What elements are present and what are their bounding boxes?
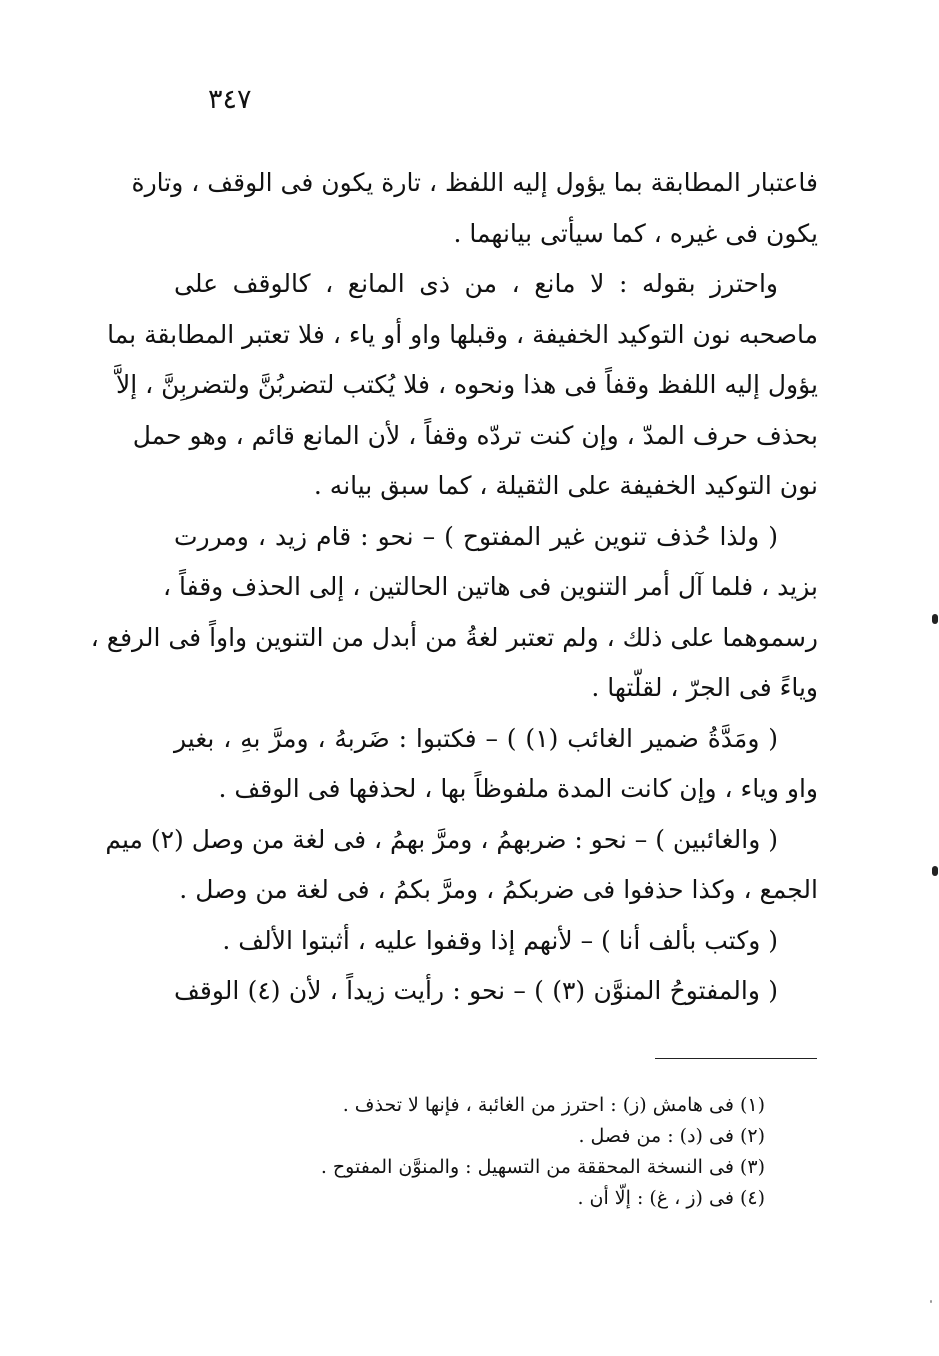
paragraph-4 [174,714,818,815]
text-line: واحترز بقوله : لا مانع ، من ذى المانع ، كالوقف على [174,269,778,298]
text-line: واو وياء ، وإن كانت المدة ملفوظاً بها ، لحذفها فى الوقف . [218,774,818,803]
footnote-2: (٢) فى (د) : من فصل . [578,1125,765,1147]
footnote-4: (٤) فى (ز ، غ) : إلّا أن . [577,1187,765,1209]
text-line: الجمع ، وكذا حذفوا فى ضربكمُ ، ومرَّ بكمُ ، فى لغة من وصل . [179,875,818,904]
text-line: ( ولذا حُذف تنوين غير المفتوح ) – نحو : قام زيد ، ومررت [174,521,778,551]
footnote-3: (٣) فى النسخة المحققة من التسهيل : والمنوَّن المفتوح . [320,1156,765,1178]
text-line: ( ومَدَّةُ ضمير الغائب (١) ) – فكتبوا : ضَربهُ ، ومرَّ بهِ ، بغير [174,723,778,753]
paragraph-5 [105,815,818,916]
paragraph-6 [174,916,818,967]
text-line: ( والغائبين ) – نحو : ضربهمُ ، ومرَّ بهمُ ، فى لغة من وصل (٢) ميم [105,824,778,854]
text-line: نون التوكيد الخفيفة على الثقيلة ، كما سبق بيانه . [313,471,818,500]
scan-speck [930,1300,932,1303]
scan-margin-mark [932,866,938,876]
paragraph-1 [131,158,818,259]
main-text [90,158,818,1017]
text-line: بزيد ، فلما آل أمر التنوين فى هاتين الحالتين ، إلى الحذف وقفاً ، [162,572,818,601]
text-line: يكون فى غيره ، كما سيأتى بيانهما . [453,218,818,248]
page-number: ٣٤٧ [208,84,252,115]
text-line: يؤول إليه اللفظ وقفاً فى هذا ونحوه ، فلا يُكتب لتضربُنَّ ولتضربِنَّ ، إلاَّ [115,370,818,399]
text-line: بحذف حرف المدّ ، وإن كنت تردّه وقفاً ، لأن المانع قائم ، وهو حمل [132,420,818,450]
paragraph-2 [107,259,818,512]
text-line: فاعتبار المطابقة بما يؤول إليه اللفظ ، تارة يكون فى الوقف ، وتارة [131,168,818,197]
text-line: ماصحبه نون التوكيد الخفيفة ، وقبلها واو أو ياء ، فلا تعتبر المطابقة بما [107,319,818,349]
paragraph-3 [90,512,818,714]
text-line: ( والمفتوحُ المنوَّن (٣) ) – نحو : رأيت زيداً ، لأن (٤) الوقف [174,976,778,1005]
footnote-divider [655,1058,817,1059]
paragraph-7 [174,966,818,1017]
footnote-1: (١) فى هامش (ز) : احترز من الغائبة ، فإنها لا تحذف . [342,1094,765,1116]
scan-margin-mark [932,614,938,624]
text-line: ( وكتب بألف أنا ) – لأنهم إذا وقفوا عليه ، أثبتوا الألف . [222,925,778,955]
text-line: وياءً فى الجرّ ، لقلّتها . [591,673,818,702]
text-line: رسموهما على ذلك ، ولم تعتبر لغةُ من أبدل من التنوين واواً فى الرفع ، [90,622,818,652]
footnotes [200,1090,765,1214]
